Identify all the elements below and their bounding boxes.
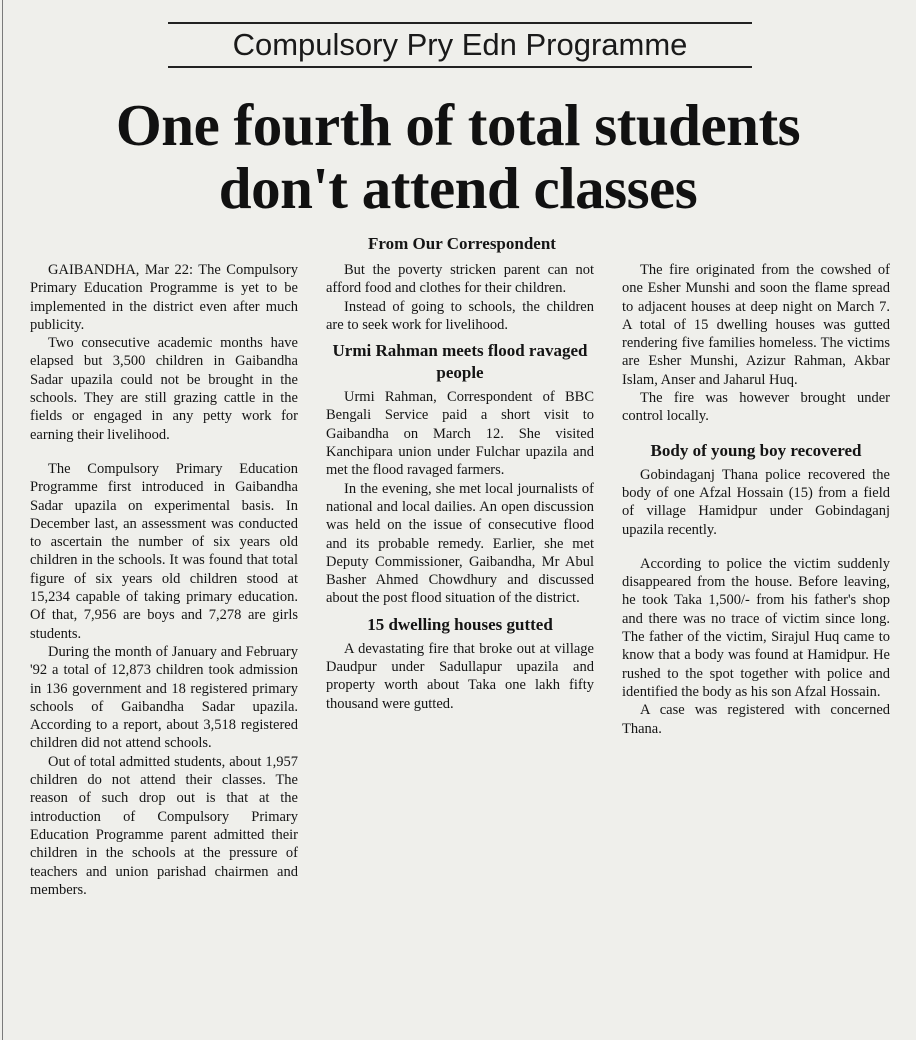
main-story-paragraph-2: Two consecutive academic months have elapsed but 3,500 children in Gaibandha Sadar upazila could not be brought in the schools. They are still grazing cattle in the fields or engaged in any petty work for earning their livelihood.	[30, 335, 298, 443]
main-story-paragraph-5: Out of total admitted students, about 1,957 children do not attend their classes. The reason of such drop out is that at the introduction of Compulsory Primary Education Programme parent admitted their children in the schools at the pressure of teachers and union parishad chairmen and members.	[30, 753, 298, 898]
story-fire-headline: 15 dwelling houses gutted	[367, 614, 553, 634]
story-fire-paragraph-2: The fire originated from the cowshed of one Esher Munshi and soon the flame spread to adjacent houses at deep night on March 7. A total of 15 dwelling houses was gutted rendering five families homeless. The victims are Esher Munshi, Azizur Rahman, Akbar Islam, Anser and Jaharul Huq.	[622, 262, 890, 388]
story-body-paragraph-3: A case was registered with concerned Thana.	[622, 702, 890, 737]
story-fire-paragraph-1: A devastating fire that broke out at village Daudpur under Sadullapur upazila and property worth about Taka one lakh fifty thousand were gutted.	[326, 640, 594, 712]
column-2	[326, 261, 594, 1031]
story-urmi-paragraph-2: In the evening, she met local journalists of national and local dailies. An open discussion was held on the issue of consecutive flood and its probable remedy. Earlier, she met Deputy Commissioner, Gaibandha, Mr Abul Basher Ahmed Chowdhury and discussed about the post flood situation of the district.	[326, 480, 594, 607]
main-story-paragraph-7: Instead of going to schools, the children are to seek work for livelihood.	[326, 298, 594, 333]
kicker-banner	[168, 22, 752, 68]
story-fire-paragraph-3: The fire was however brought under control locally.	[622, 390, 890, 425]
story-body-headline: Body of young boy recovered	[650, 440, 862, 460]
page-edge-rule	[2, 0, 3, 1040]
story-body-paragraph-2: According to police the victim suddenly disappeared from the house. Before leaving, he took Taka 1,500/- from his father's shop and there was no trace of victim since long. The father of the victim, Sirajul Huq came to know that a body was found at Hamidpur. He rushed to the spot together with police and identified the body as his son Afzal Hossain.	[622, 555, 890, 700]
main-story-paragraph-4: During the month of January and February '92 a total of 12,873 children took admission in 136 government and 18 registered primary schools of Gaibandha Sadar upazila. According to a report, about 3,518 registered children did not attend schools.	[30, 643, 298, 752]
dateline: GAIBANDHA, Mar 22:	[48, 262, 194, 278]
story-urmi-headline: Urmi Rahman meets flood ravaged people	[332, 341, 588, 383]
story-body-paragraph-1: Gobindaganj Thana police recovered the body of one Afzal Hossain (15) from a field of village Hamidpur under Gobindaganj upazila recently.	[622, 466, 890, 538]
kicker-text: Compulsory Pry Edn Programme	[232, 27, 688, 62]
main-story-paragraph-6: But the poverty stricken parent can not afford food and clothes for their children.	[326, 262, 594, 297]
story-urmi-paragraph-1: Urmi Rahman, Correspondent of BBC Bengali Service paid a short visit to Gaibandha on March 12. She visited Kanchipara union under Fulchar upazila and met the flood ravaged farmers.	[326, 389, 594, 479]
headline-line-2: don't attend classes	[218, 155, 698, 221]
main-story-p1-text: The Compulsory Primary Education Programme is yet to be implemented in the district even after much publicity.	[30, 262, 298, 333]
column-1	[30, 261, 298, 1031]
main-story-paragraph-1	[30, 261, 298, 334]
headline-line-1: One fourth of total students	[115, 92, 801, 158]
headline	[20, 94, 896, 220]
main-story-paragraph-3: The Compulsory Primary Education Programme first introduced in Gaibandha Sadar upazila on experimental basis. In December last, an assessment was conducted to ascertain the number of six years old children in the schools. It was found that total figure of six years old children stood at 15,234 capable of taking primary education. Of that, 7,956 are boys and 7,278 are girls students.	[30, 460, 298, 642]
byline: From Our Correspondent	[368, 234, 556, 253]
column-3	[622, 261, 890, 1031]
